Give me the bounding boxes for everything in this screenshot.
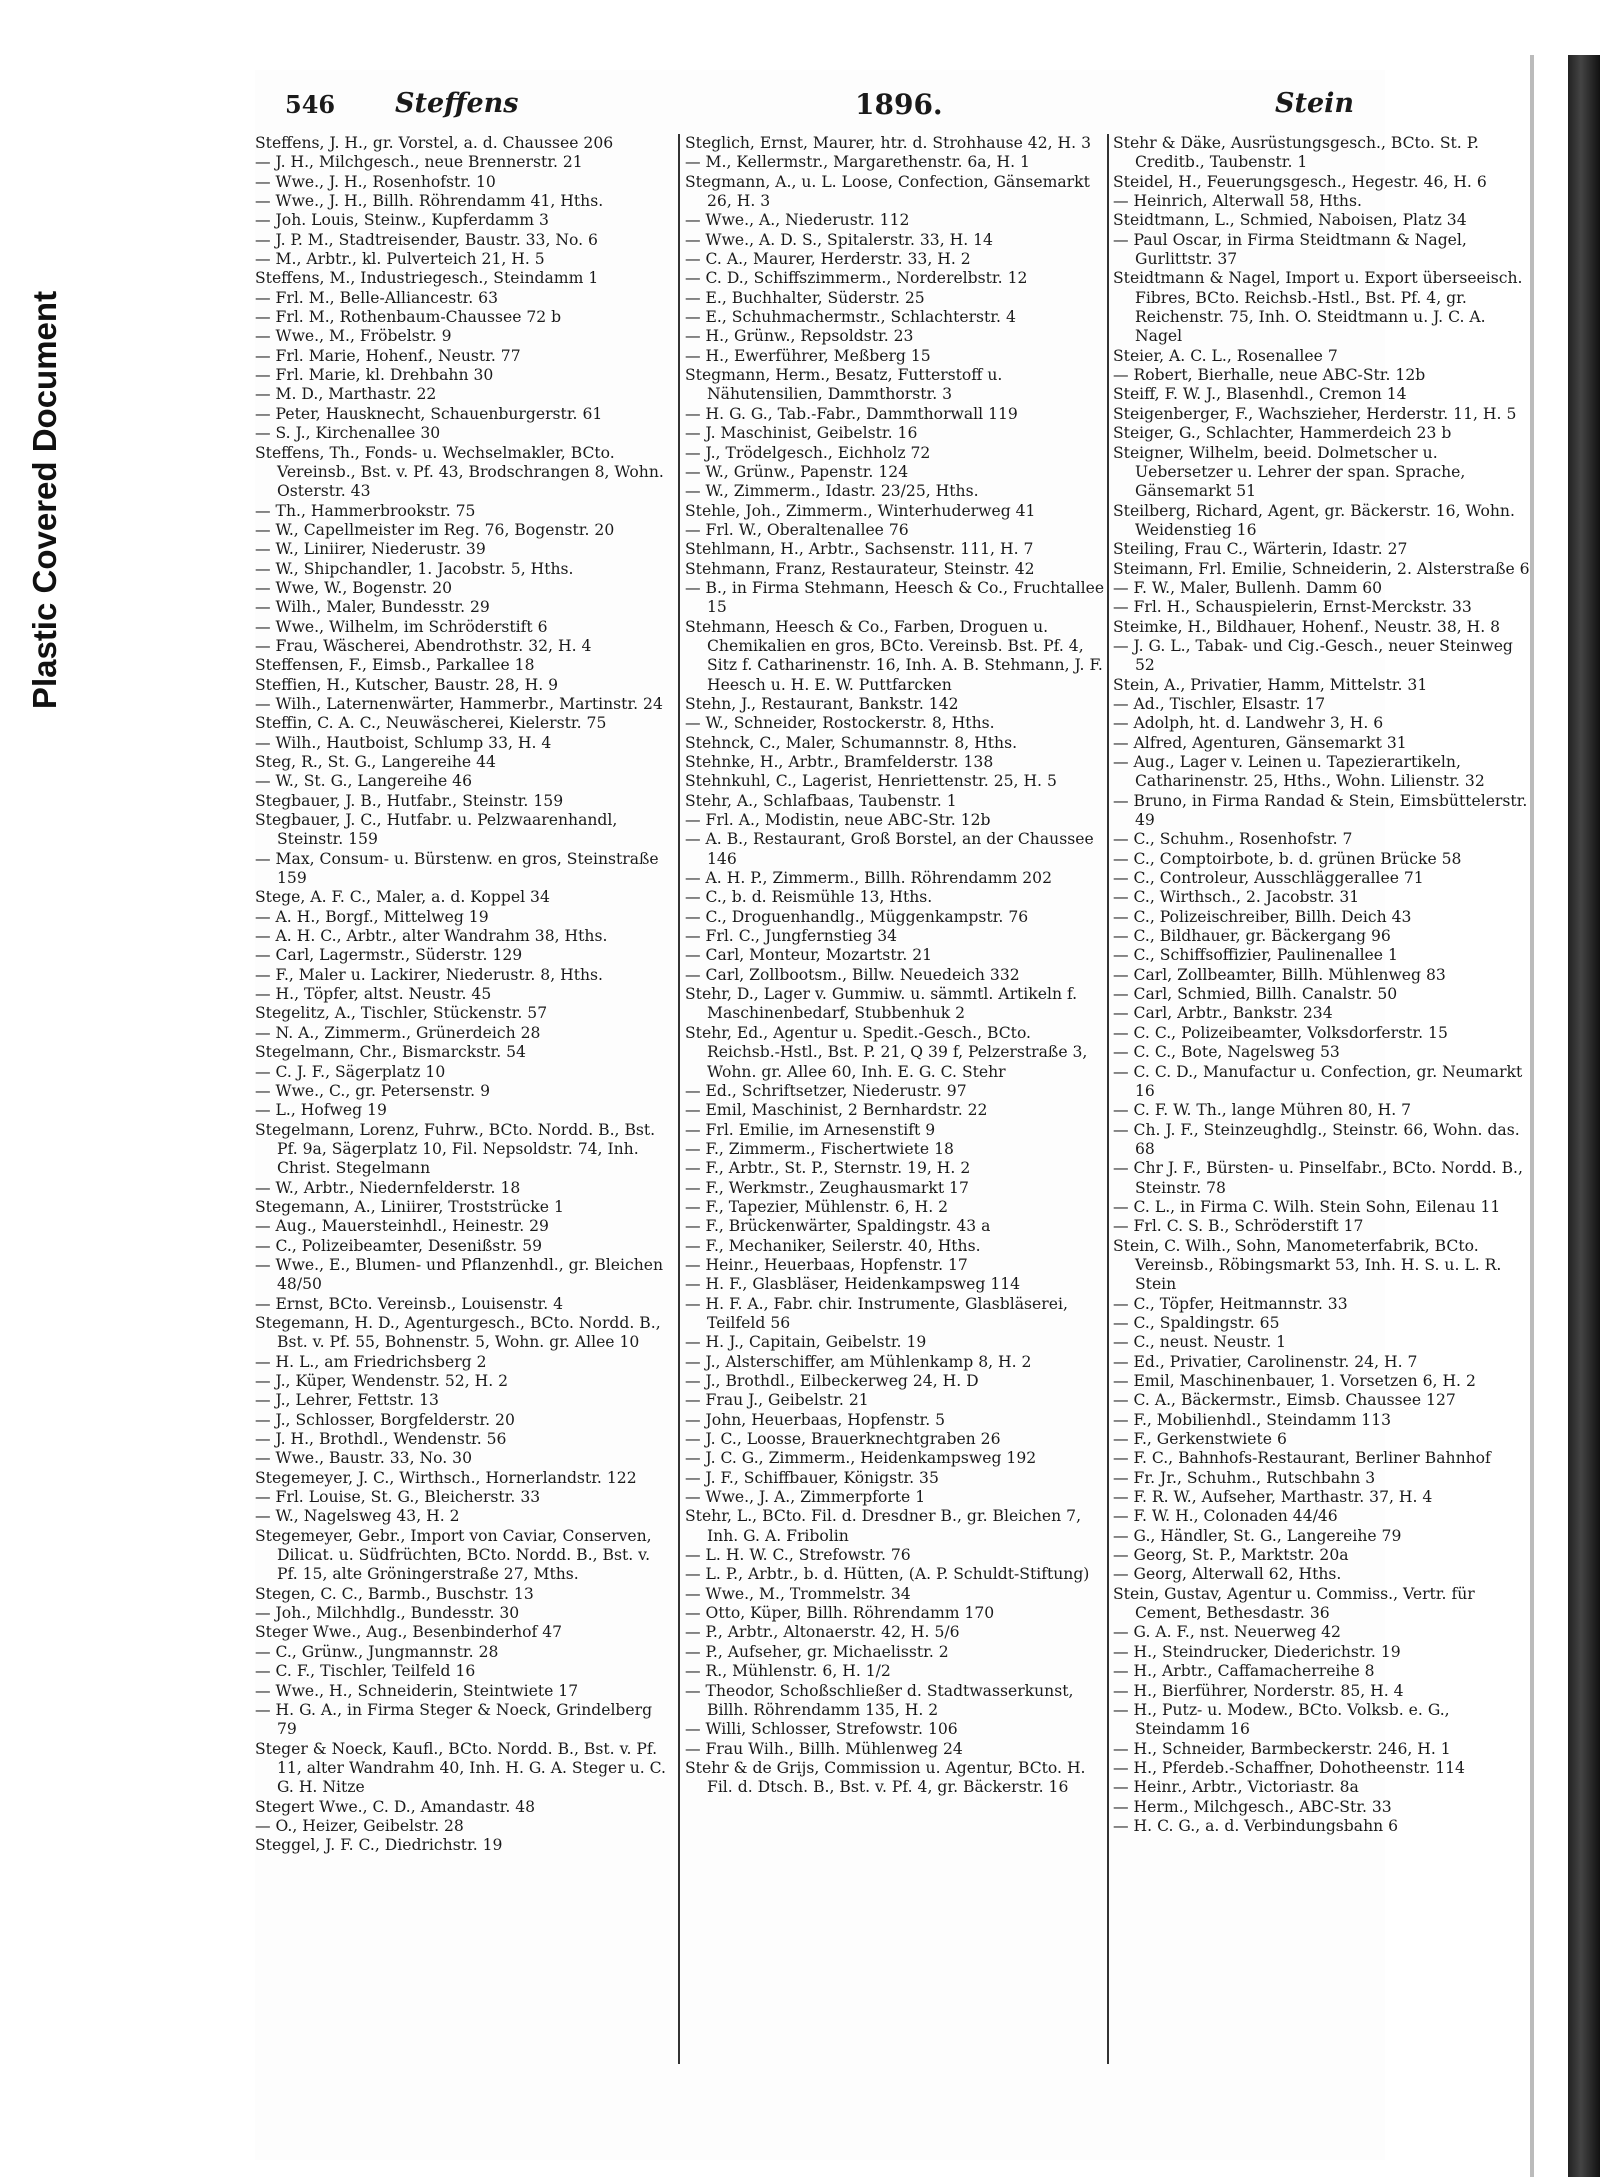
directory-entry: — C. A., Bäckermstr., Eimsb. Chaussee 127 xyxy=(1113,1391,1456,1410)
directory-entry: Steiger, G., Schlachter, Hammerdeich 23 b xyxy=(1113,424,1452,443)
directory-entry: — John, Heuerbaas, Hopfenstr. 5 xyxy=(685,1410,946,1429)
directory-entry: Stein, C. Wilh., Sohn, Manometerfabrik, BCto. Vereinsb., Röbingsmarkt 53, Inh. H. S. u. L. R. Stein xyxy=(1113,1236,1502,1294)
directory-entry: Stehle, Joh., Zimmerm., Winterhuderweg 41 xyxy=(685,501,1036,520)
directory-entry: — Wilh., Laternenwärter, Hammerbr., Martinstr. 24 xyxy=(255,694,663,713)
directory-entry: — H., Grünw., Repsoldstr. 23 xyxy=(685,327,914,346)
directory-entry: — M., Arbtr., kl. Pulverteich 21, H. 5 xyxy=(255,250,545,269)
directory-entry: — P., Arbtr., Altonaerstr. 42, H. 5/6 xyxy=(685,1623,960,1642)
directory-entry: Stegmann, A., u. L. Loose, Confection, Gänsemarkt 26, H. 3 xyxy=(685,172,1090,211)
directory-entry: — Frau, Wäscherei, Abendrothstr. 32, H. 4 xyxy=(255,636,592,655)
directory-entry: — A. H. P., Zimmerm., Billh. Röhrendamm 202 xyxy=(685,869,1053,888)
directory-entry: — W., Grünw., Papenstr. 124 xyxy=(685,462,909,481)
directory-entry: Steigner, Wilhelm, beeid. Dolmetscher u. Uebersetzer u. Lehrer der span. Sprache, Gänsemarkt 51 xyxy=(1113,443,1466,501)
directory-entry: — F. W. H., Colonaden 44/46 xyxy=(1113,1507,1338,1526)
directory-entry: — Carl, Lagermstr., Süderstr. 129 xyxy=(255,946,523,965)
directory-entry: — C., neust. Neustr. 1 xyxy=(1113,1333,1287,1352)
directory-entry: — Otto, Küper, Billh. Röhrendamm 170 xyxy=(685,1604,995,1623)
directory-entry: — Frau J., Geibelstr. 21 xyxy=(685,1391,869,1410)
directory-entry: — P., Aufseher, gr. Michaelisstr. 2 xyxy=(685,1642,949,1661)
directory-entry: — Carl, Arbtr., Bankstr. 234 xyxy=(1113,1004,1333,1023)
header-left-word: Steffens xyxy=(395,88,519,119)
directory-entry: — H., Ewerführer, Meßberg 15 xyxy=(685,346,931,365)
directory-entry: — B., in Firma Stehmann, Heesch & Co., Fruchtallee 15 xyxy=(685,578,1105,617)
directory-entry: — W., Arbtr., Niedernfelderstr. 18 xyxy=(255,1178,521,1197)
directory-entry: — C. F., Tischler, Teilfeld 16 xyxy=(255,1662,476,1681)
side-label-text: Plastic Covered Document xyxy=(26,290,63,710)
directory-entry: — F. R. W., Aufseher, Marthastr. 37, H. 4 xyxy=(1113,1488,1433,1507)
directory-entry: Steffensen, F., Eimsb., Parkallee 18 xyxy=(255,656,535,675)
directory-entry: — Frl. C., Jungfernstieg 34 xyxy=(685,927,898,946)
directory-entry: — N. A., Zimmerm., Grünerdeich 28 xyxy=(255,1023,541,1042)
directory-entry: Stege, A. F. C., Maler, a. d. Koppel 34 xyxy=(255,888,550,907)
directory-entry: Steffin, C. A. C., Neuwäscherei, Kielerstr. 75 xyxy=(255,714,607,733)
directory-entry: Stegelmann, Chr., Bismarckstr. 54 xyxy=(255,1043,526,1062)
directory-entry: — J. C., Loosse, Brauerknechtgraben 26 xyxy=(685,1430,1001,1449)
directory-entry: Stehr, A., Schlafbaas, Taubenstr. 1 xyxy=(685,791,957,810)
directory-entry: — J. H., Milchgesch., neue Brennerstr. 21 xyxy=(255,153,583,172)
directory-entry: Stegemann, A., Liniirer, Troststrücke 1 xyxy=(255,1197,564,1216)
directory-entry: — H., Steindrucker, Diederichstr. 19 xyxy=(1113,1642,1401,1661)
directory-entry: — Carl, Schmied, Billh. Canalstr. 50 xyxy=(1113,985,1398,1004)
directory-entry: — F., Brückenwärter, Spaldingstr. 43 a xyxy=(685,1217,991,1236)
directory-entry: — Wwe., J. A., Zimmerpforte 1 xyxy=(685,1488,926,1507)
directory-entry: — Bruno, in Firma Randad & Stein, Eimsbüttelerstr. 49 xyxy=(1113,791,1528,830)
directory-entry: — Carl, Zollbootsm., Billw. Neuedeich 332 xyxy=(685,965,1020,984)
directory-entry: — Wwe., J. H., Rosenhofstr. 10 xyxy=(255,172,496,191)
directory-entry: — C., Töpfer, Heitmannstr. 33 xyxy=(1113,1294,1348,1313)
directory-entry: — Willi, Schlosser, Strefowstr. 106 xyxy=(685,1720,958,1739)
directory-entry: Stehr, L., BCto. Fil. d. Dresdner B., gr. Bleichen 7, Inh. G. A. Fribolin xyxy=(685,1507,1082,1545)
directory-entry: — Frl. M., Belle-Alliancestr. 63 xyxy=(255,288,499,307)
directory-entry: Stehr, D., Lager v. Gummiw. u. sämmtl. Artikeln f. Maschinenbedarf, Stubbenhuk 2 xyxy=(685,985,1078,1023)
directory-entry: Stegert Wwe., C. D., Amandastr. 48 xyxy=(255,1797,536,1816)
directory-entry: — Frau Wilh., Billh. Mühlenweg 24 xyxy=(685,1739,963,1758)
directory-entry: — Wwe., A. D. S., Spitalerstr. 33, H. 14 xyxy=(685,230,993,249)
directory-entry: — E., Buchhalter, Süderstr. 25 xyxy=(685,288,925,307)
directory-entry: — R., Mühlenstr. 6, H. 1/2 xyxy=(685,1662,891,1681)
directory-entry: — H., Putz- u. Modew., BCto. Volksb. e. G., Steindamm 16 xyxy=(1113,1700,1450,1739)
directory-entry: — Heinr., Arbtr., Victoriastr. 8a xyxy=(1113,1778,1359,1797)
directory-entry: — G., Händler, St. G., Langereihe 79 xyxy=(1113,1526,1402,1545)
directory-entry: Steger & Noeck, Kaufl., BCto. Nordd. B., Bst. v. Pf. 11, alter Wandrahm 40, Inh. H. G. A. Steger u. C. G. H. Nitze xyxy=(255,1739,666,1797)
directory-entry: Steier, A. C. L., Rosenallee 7 xyxy=(1113,346,1338,365)
directory-entry: Stein, Gustav, Agentur u. Commiss., Vertr. für Cement, Bethesdastr. 36 xyxy=(1113,1584,1475,1623)
directory-entry: Steffens, J. H., gr. Vorstel, a. d. Chaussee 206 xyxy=(255,134,614,152)
directory-entry: — Wwe., C., gr. Petersenstr. 9 xyxy=(255,1081,490,1100)
directory-entry: — E., Schuhmachermstr., Schlachterstr. 4 xyxy=(685,308,1016,327)
directory-entry: — Paul Oscar, in Firma Steidtmann & Nagel, Gurlittstr. 37 xyxy=(1113,230,1467,269)
directory-entry: — Aug., Mauersteinhdl., Heinestr. 29 xyxy=(255,1217,549,1236)
directory-entry: — Robert, Bierhalle, neue ABC-Str. 12b xyxy=(1113,366,1426,385)
directory-entry: Steilberg, Richard, Agent, gr. Bäckerstr. 16, Wohn. Weidenstieg 16 xyxy=(1113,501,1515,539)
directory-entry: — Aug., Lager v. Leinen u. Tapezierartikeln, Catharinenstr. 25, Hths., Wohn. Lilienstr. 32 xyxy=(1113,753,1485,791)
directory-entry: Steiling, Frau C., Wärterin, Idastr. 27 xyxy=(1113,540,1408,559)
directory-entry: — H. J., Capitain, Geibelstr. 19 xyxy=(685,1333,927,1352)
directory-entry: — C., Schiffsoffizier, Paulinenallee 1 xyxy=(1113,946,1398,965)
directory-entry: — C., Droguenhandlg., Müggenkampstr. 76 xyxy=(685,907,1029,926)
directory-entry: — F., Zimmerm., Fischertwiete 18 xyxy=(685,1139,954,1158)
directory-entry: — Fr. Jr., Schuhm., Rutschbahn 3 xyxy=(1113,1468,1376,1487)
directory-entry: — J., Trödelgesch., Eichholz 72 xyxy=(685,443,931,462)
directory-entry: — Ernst, BCto. Vereinsb., Louisenstr. 4 xyxy=(255,1294,564,1313)
directory-entry: — Frl. W., Oberaltenallee 76 xyxy=(685,520,909,539)
directory-entry: — Chr J. F., Bürsten- u. Pinselfabr., BCto. Nordd. B., Steinstr. 78 xyxy=(1113,1159,1523,1197)
directory-entry: — H., Pferdeb.-Schaffner, Dohotheenstr. 114 xyxy=(1113,1758,1465,1777)
directory-entry: Steg, R., St. G., Langereihe 44 xyxy=(255,753,496,771)
directory-entry: — Carl, Monteur, Mozartstr. 21 xyxy=(685,946,933,965)
directory-entry: — C., Bildhauer, gr. Bäckergang 96 xyxy=(1113,927,1391,946)
directory-entry: — C., b. d. Reismühle 13, Hths. xyxy=(685,888,933,907)
directory-entry: — W., Zimmerm., Idastr. 23/25, Hths. xyxy=(685,482,979,501)
directory-entry: — Wwe, W., Bogenstr. 20 xyxy=(255,578,453,597)
directory-entry: — C. A., Maurer, Herderstr. 33, H. 2 xyxy=(685,250,971,269)
directory-entry: — Wwe., Baustr. 33, No. 30 xyxy=(255,1449,473,1468)
directory-entry: Steidtmann, L., Schmied, Naboisen, Platz 34 xyxy=(1113,211,1467,230)
directory-entry: — F. C., Bahnhofs-Restaurant, Berliner Bahnhof xyxy=(1113,1449,1491,1468)
directory-entry: — F., Mechaniker, Seilerstr. 40, Hths. xyxy=(685,1236,981,1255)
directory-entry: — Ad., Tischler, Elsastr. 17 xyxy=(1113,694,1326,713)
directory-entry: Stehnke, H., Arbtr., Bramfelderstr. 138 xyxy=(685,753,994,771)
directory-entry: — H. C. G., a. d. Verbindungsbahn 6 xyxy=(1113,1816,1399,1835)
directory-entry: — A. B., Restaurant, Groß Borstel, an der Chaussee 146 xyxy=(685,830,1094,868)
directory-entry: — A. H., Borgf., Mittelweg 19 xyxy=(255,907,489,926)
directory-entry: Stein, A., Privatier, Hamm, Mittelstr. 31 xyxy=(1113,675,1428,694)
directory-entry: — W., Capellmeister im Reg. 76, Bogenstr. 20 xyxy=(255,520,615,539)
directory-entry: — J. Maschinist, Geibelstr. 16 xyxy=(685,424,918,443)
book-spine-edge xyxy=(1568,55,1600,2177)
directory-entry: — Th., Hammerbrookstr. 75 xyxy=(255,501,476,520)
directory-entry: Stehn, J., Restaurant, Bankstr. 142 xyxy=(685,694,959,713)
directory-entry: — Frl. H., Schauspielerin, Ernst-Merckstr. 33 xyxy=(1113,598,1472,617)
header-right-word: Stein xyxy=(1275,88,1355,119)
directory-entry: — Wwe., A., Niederustr. 112 xyxy=(685,211,910,230)
directory-entry: — Herm., Milchgesch., ABC-Str. 33 xyxy=(1113,1797,1392,1816)
directory-entry: — J. P. M., Stadtreisender, Baustr. 33, No. 6 xyxy=(255,230,598,249)
directory-entry: — C. L., in Firma C. Wilh. Stein Sohn, Eilenau 11 xyxy=(1113,1197,1501,1216)
directory-entry: — F., Werkmstr., Zeughausmarkt 17 xyxy=(685,1178,969,1197)
directory-entry: — F., Gerkenstwiete 6 xyxy=(1113,1430,1287,1449)
directory-entry: Steglich, Ernst, Maurer, htr. d. Strohhause 42, H. 3 xyxy=(685,134,1091,152)
directory-entry: Steimke, H., Bildhauer, Hohenf., Neustr. 38, H. 8 xyxy=(1113,617,1501,636)
directory-entry: — C. C. D., Manufactur u. Confection, gr. Neumarkt 16 xyxy=(1113,1062,1523,1100)
directory-entry: — J., Küper, Wendenstr. 52, H. 2 xyxy=(255,1372,509,1390)
directory-entry: Stehmann, Heesch & Co., Farben, Droguen u. Chemikalien en gros, BCto. Vereinsb. Bst. Pf. 4, Sitz f. Catharinenstr. 16, Inh. A. B. Stehmann, J. F. Heesch u. H. E. W. Puttfarcken xyxy=(685,617,1103,694)
directory-entry: Stehnck, C., Maler, Schumannstr. 8, Hths. xyxy=(685,733,1018,752)
directory-entry: — W., St. G., Langereihe 46 xyxy=(255,772,473,791)
directory-entry: — G. A. F., nst. Neuerweg 42 xyxy=(1113,1623,1341,1642)
directory-entry: — F., Arbtr., St. P., Sternstr. 19, H. 2 xyxy=(685,1159,971,1178)
directory-entry: — J. C. G., Zimmerm., Heidenkampsweg 192 xyxy=(685,1449,1037,1468)
directory-entry: Steger Wwe., Aug., Besenbinderhof 47 xyxy=(255,1623,563,1642)
directory-entry: — C., Controleur, Ausschläggerallee 71 xyxy=(1113,869,1424,888)
directory-entry: — J. F., Schiffbauer, Königstr. 35 xyxy=(685,1468,939,1487)
directory-entry: — Wwe., M., Fröbelstr. 9 xyxy=(255,327,452,346)
directory-entry: — F., Tapezier, Mühlenstr. 6, H. 2 xyxy=(685,1197,949,1216)
directory-entry: — Frl. M., Rothenbaum-Chaussee 72 b xyxy=(255,308,562,327)
directory-entry: Steiff, F. W. J., Blasenhdl., Cremon 14 xyxy=(1113,385,1407,404)
directory-entry: — Wilh., Hautboist, Schlump 33, H. 4 xyxy=(255,733,552,752)
directory-entry: Stehlmann, H., Arbtr., Sachsenstr. 111, H. 7 xyxy=(685,540,1034,559)
directory-entry: — C., Schuhm., Rosenhofstr. 7 xyxy=(1113,830,1353,849)
directory-entry: — M., Kellermstr., Margarethenstr. 6a, H. 1 xyxy=(685,153,1030,172)
directory-entry: — J. G. L., Tabak- und Cig.-Gesch., neuer Steinweg 52 xyxy=(1113,636,1513,675)
directory-entry: — Heinr., Heuerbaas, Hopfenstr. 17 xyxy=(685,1255,968,1274)
directory-entry: Stehmann, Franz, Restaurateur, Steinstr. 42 xyxy=(685,559,1035,578)
directory-entry: — Joh. Louis, Steinw., Kupferdamm 3 xyxy=(255,211,549,230)
page-number: 546 xyxy=(285,90,336,119)
directory-entry: — F., Mobilienhdl., Steindamm 113 xyxy=(1113,1410,1392,1429)
directory-entry: — Joh., Milchhdlg., Bundesstr. 30 xyxy=(255,1604,520,1623)
directory-entry: — C. C., Bote, Nagelsweg 53 xyxy=(1113,1043,1340,1062)
directory-entry: — S. J., Kirchenallee 30 xyxy=(255,424,441,443)
directory-entry: — W., Nagelsweg 43, H. 2 xyxy=(255,1507,460,1526)
directory-entry: Stegemann, H. D., Agenturgesch., BCto. Nordd. B., Bst. v. Pf. 55, Bohnenstr. 5, Wohn. gr. Allee 10 xyxy=(255,1313,661,1352)
directory-entry: — C., Spaldingstr. 65 xyxy=(1113,1313,1280,1332)
directory-entry: Stegen, C. C., Barmb., Buschstr. 13 xyxy=(255,1584,534,1603)
directory-entry: — J., Brothdl., Eilbeckerweg 24, H. D xyxy=(685,1372,979,1390)
directory-entry: — L. H. W. C., Strefowstr. 76 xyxy=(685,1546,911,1565)
directory-entry: — Emil, Maschinist, 2 Bernhardstr. 22 xyxy=(685,1101,988,1120)
directory-entry: — Frl. Emilie, im Arnesenstift 9 xyxy=(685,1120,936,1139)
directory-entry: — Georg, Alterwall 62, Hths. xyxy=(1113,1565,1342,1584)
directory-entry: — Wwe., J. H., Billh. Röhrendamm 41, Hths. xyxy=(255,192,604,211)
directory-entry: — C. F. W. Th., lange Mühren 80, H. 7 xyxy=(1113,1101,1412,1120)
directory-entry: — A. H. C., Arbtr., alter Wandrahm 38, Hths. xyxy=(255,927,608,946)
directory-column-3 xyxy=(1113,134,1533,2094)
directory-entry: — Peter, Hausknecht, Schauenburgerstr. 61 xyxy=(255,404,603,423)
directory-entry: — H. F., Glasbläser, Heidenkampsweg 114 xyxy=(685,1275,1021,1294)
directory-entry: — Ed., Privatier, Carolinenstr. 24, H. 7 xyxy=(1113,1352,1418,1371)
directory-entry: — M. D., Marthastr. 22 xyxy=(255,385,437,404)
directory-entry: — Frl. Louise, St. G., Bleicherstr. 33 xyxy=(255,1488,541,1507)
directory-entry: — Wwe., H., Schneiderin, Steintwiete 17 xyxy=(255,1681,579,1700)
directory-entry: — C., Wirthsch., 2. Jacobstr. 31 xyxy=(1113,888,1360,907)
directory-entry: — F., Maler u. Lackirer, Niederustr. 8, Hths. xyxy=(255,965,604,984)
directory-entry: — O., Heizer, Geibelstr. 28 xyxy=(255,1816,464,1835)
side-label xyxy=(14,0,76,1000)
directory-entry: Stehnkuhl, C., Lagerist, Henriettenstr. 25, H. 5 xyxy=(685,772,1057,791)
directory-entry: — C., Polizeibeamter, Desenißstr. 59 xyxy=(255,1236,543,1255)
directory-entry: — C. J. F., Sägerplatz 10 xyxy=(255,1062,446,1081)
directory-entry: Steggel, J. F. C., Diedrichstr. 19 xyxy=(255,1836,503,1855)
directory-entry: Steimann, Frl. Emilie, Schneiderin, 2. Alsterstraße 6 xyxy=(1113,559,1530,578)
directory-entry: Stegemeyer, Gebr., Import von Caviar, Conserven, Dilicat. u. Südfrüchten, BCto. Nordd. B., Bst. v. Pf. 15, alte Gröningerstraße 27, Mths. xyxy=(255,1526,652,1584)
directory-entry: Steidtmann & Nagel, Import u. Export überseeisch. Fibres, BCto. Reichsb.-Hstl., Bst. Pf. 4, gr. Reichenstr. 75, Inh. O. Steidtmann u. J. C. A. Nagel xyxy=(1113,269,1523,346)
directory-entry: Stehr, Ed., Agentur u. Spedit.-Gesch., BCto. Reichsb.-Hstl., Bst. P. 21, Q 39 f, Pelzerstraße 3, Wohn. gr. Allee 60, Inh. E. G. C. Stehr xyxy=(685,1023,1088,1081)
directory-column-2 xyxy=(685,134,1105,2094)
directory-entry: Stegelitz, A., Tischler, Stückenstr. 57 xyxy=(255,1004,548,1023)
directory-entry: — J., Lehrer, Fettstr. 13 xyxy=(255,1391,439,1410)
directory-entry: Stegemeyer, J. C., Wirthsch., Hornerlandstr. 122 xyxy=(255,1468,637,1487)
directory-entry: — Wwe., E., Blumen- und Pflanzenhdl., gr. Bleichen 48/50 xyxy=(255,1255,664,1294)
directory-entry: — J., Schlosser, Borgfelderstr. 20 xyxy=(255,1410,515,1429)
directory-entry: — Wwe., Wilhelm, im Schröderstift 6 xyxy=(255,617,548,636)
directory-entry: — H., Arbtr., Caffamacherreihe 8 xyxy=(1113,1662,1375,1681)
directory-entry: — Wwe., M., Trommelstr. 34 xyxy=(685,1584,911,1603)
directory-entry: — H., Schneider, Barmbeckerstr. 246, H. 1 xyxy=(1113,1739,1451,1758)
directory-entry: — C., Comptoirbote, b. d. grünen Brücke 58 xyxy=(1113,849,1462,868)
directory-entry: — C. C., Polizeibeamter, Volksdorferstr. 15 xyxy=(1113,1023,1448,1042)
directory-entry: — H., Töpfer, altst. Neustr. 45 xyxy=(255,985,492,1004)
directory-entry: Stehr & Däke, Ausrüstungsgesch., BCto. St. P. Creditb., Taubenstr. 1 xyxy=(1113,134,1479,172)
directory-entry: — H. F. A., Fabr. chir. Instrumente, Glasbläserei, Teilfeld 56 xyxy=(685,1294,1068,1332)
directory-entry: Steffien, H., Kutscher, Baustr. 28, H. 9 xyxy=(255,675,559,694)
directory-entry: — Frl. Marie, Hohenf., Neustr. 77 xyxy=(255,346,521,365)
directory-entry: — L. P., Arbtr., b. d. Hütten, (A. P. Schuldt-Stiftung) xyxy=(685,1565,1090,1584)
directory-entry: — Georg, St. P., Marktstr. 20a xyxy=(1113,1546,1349,1565)
directory-column-1 xyxy=(255,134,675,2094)
directory-entry: — Frl. A., Modistin, neue ABC-Str. 12b xyxy=(685,811,991,830)
directory-entry: Steffens, Th., Fonds- u. Wechselmakler, BCto. Vereinsb., Bst. v. Pf. 43, Brodschrangen 8, Wohn. Osterstr. 43 xyxy=(255,443,664,501)
directory-entry: — H. G. G., Tab.-Fabr., Dammthorwall 119 xyxy=(685,404,1018,423)
directory-entry: — W., Liniirer, Niederustr. 39 xyxy=(255,540,486,559)
directory-entry: — W., Schneider, Rostockerstr. 8, Hths. xyxy=(685,714,995,733)
directory-entry: — Ch. J. F., Steinzeughdlg., Steinstr. 66, Wohn. das. 68 xyxy=(1113,1120,1520,1158)
directory-entry: Stegbauer, J. B., Hutfabr., Steinstr. 159 xyxy=(255,791,564,810)
directory-entry: — Ed., Schriftsetzer, Niederustr. 97 xyxy=(685,1081,967,1100)
header-year: 1896. xyxy=(855,88,943,121)
directory-entry: — Emil, Maschinenbauer, 1. Vorsetzen 6, H. 2 xyxy=(1113,1372,1476,1390)
directory-entry: — Heinrich, Alterwall 58, Hths. xyxy=(1113,192,1362,211)
directory-entry: — Theodor, Schoßschließer d. Stadtwasserkunst, Billh. Röhrendamm 135, H. 2 xyxy=(685,1681,1074,1719)
directory-entry: — C., Polizeischreiber, Billh. Deich 43 xyxy=(1113,907,1412,926)
directory-entry: — H., Bierführer, Norderstr. 85, H. 4 xyxy=(1113,1681,1404,1700)
directory-entry: Stehr & de Grijs, Commission u. Agentur, BCto. H. Fil. d. Dtsch. B., Bst. v. Pf. 4, gr. Bäckerstr. 16 xyxy=(685,1758,1086,1797)
directory-entry: Steffens, M., Industriegesch., Steindamm 1 xyxy=(255,269,599,288)
directory-entry: — H. L., am Friedrichsberg 2 xyxy=(255,1352,487,1371)
directory-entry: — Frl. Marie, kl. Drehbahn 30 xyxy=(255,366,494,385)
directory-entry: — Adolph, ht. d. Landwehr 3, H. 6 xyxy=(1113,714,1384,733)
directory-entry: — Carl, Zollbeamter, Billh. Mühlenweg 83 xyxy=(1113,965,1446,984)
directory-entry: — C., Grünw., Jungmannstr. 28 xyxy=(255,1642,499,1661)
directory-entry: — C. D., Schiffszimmerm., Norderelbstr. 12 xyxy=(685,269,1028,288)
directory-entry: — L., Hofweg 19 xyxy=(255,1101,387,1120)
directory-entry: — Alfred, Agenturen, Gänsemarkt 31 xyxy=(1113,733,1407,752)
directory-entry: — F. W., Maler, Bullenh. Damm 60 xyxy=(1113,578,1383,597)
directory-entry: Steigenberger, F., Wachszieher, Herderstr. 11, H. 5 xyxy=(1113,404,1517,423)
column-divider xyxy=(678,134,680,2064)
directory-entry: Steidel, H., Feuerungsgesch., Hegestr. 46, H. 6 xyxy=(1113,172,1487,191)
directory-entry: — Frl. C. S. B., Schröderstift 17 xyxy=(1113,1217,1364,1236)
page-header xyxy=(285,88,1355,128)
directory-entry: — H. G. A., in Firma Steger & Noeck, Grindelberg 79 xyxy=(255,1700,653,1739)
directory-entry: — J. H., Brothdl., Wendenstr. 56 xyxy=(255,1430,507,1449)
directory-entry: Stegmann, Herm., Besatz, Futterstoff u. Nähutensilien, Dammthorstr. 3 xyxy=(685,366,1003,404)
directory-entry: — J., Alsterschiffer, am Mühlenkamp 8, H. 2 xyxy=(685,1352,1032,1371)
directory-entry: — Wilh., Maler, Bundesstr. 29 xyxy=(255,598,490,617)
directory-entry: — W., Shipchandler, 1. Jacobstr. 5, Hths. xyxy=(255,559,574,578)
directory-entry: Stegelmann, Lorenz, Fuhrw., BCto. Nordd. B., Bst. Pf. 9a, Sägerplatz 10, Fil. Nepsoldstr. 74, Inh. Christ. Stegelmann xyxy=(255,1120,656,1178)
column-divider xyxy=(1107,134,1109,2064)
directory-entry: — Max, Consum- u. Bürstenw. en gros, Steinstraße 159 xyxy=(255,849,659,888)
directory-entry: Stegbauer, J. C., Hutfabr. u. Pelzwaarenhandl, Steinstr. 159 xyxy=(255,811,618,849)
